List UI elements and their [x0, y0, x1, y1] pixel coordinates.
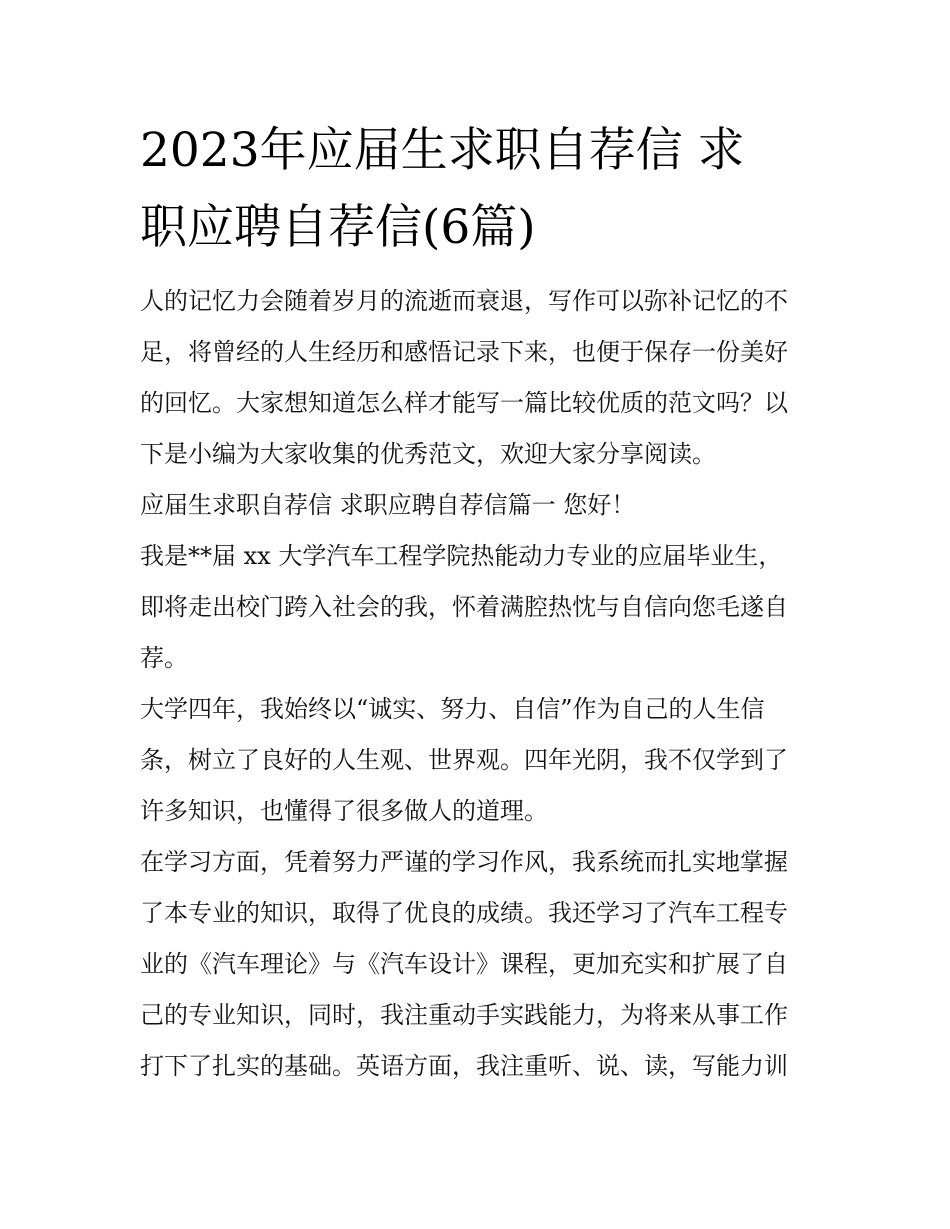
text-line: 荐。 [140, 644, 188, 672]
text-line: 在学习方面，凭着努力严谨的学习作风，我系统而扎实地掌握 [140, 848, 788, 876]
text-line: 大学四年，我始终以“诚实、努力、自信”作为自己的人生信 [140, 695, 765, 723]
paragraph-university [140, 684, 820, 837]
text-line: 即将走出校门跨入社会的我，怀着满腔热忱与自信向您毛遂自 [140, 593, 788, 621]
paragraph-self-intro [140, 531, 820, 684]
document-title [140, 112, 830, 266]
title-line-1: 2023年应届生求职自荐信 求 [140, 123, 745, 178]
text-line: 的回忆。大家想知道怎么样才能写一篇比较优质的范文吗？以 [140, 389, 788, 417]
title-line-2: 职应聘自荐信(6篇) [140, 200, 536, 255]
text-line: 打下了扎实的基础。英语方面，我注重听、说、读，写能力训 [140, 1052, 788, 1080]
text-line: 我是**届 xx 大学汽车工程学院热能动力专业的应届毕业生， [140, 542, 783, 570]
text-line: 己的专业知识，同时，我注重动手实践能力，为将来从事工作 [140, 1001, 788, 1029]
paragraph-heading [140, 480, 820, 531]
document-body [140, 276, 820, 1092]
text-line: 人的记忆力会随着岁月的流逝而衰退，写作可以弥补记忆的不 [140, 287, 788, 315]
paragraph-intro [140, 276, 820, 480]
text-line: 下是小编为大家收集的优秀范文，欢迎大家分享阅读。 [140, 440, 716, 468]
text-line: 条，树立了良好的人生观、世界观。四年光阴，我不仅学到了 [140, 746, 788, 774]
text-line: 业的《汽车理论》与《汽车设计》课程，更加充实和扩展了自 [140, 950, 788, 978]
paragraph-study [140, 837, 820, 1092]
text-line: 应届生求职自荐信 求职应聘自荐信篇一 您好！ [140, 491, 636, 519]
text-line: 足，将曾经的人生经历和感悟记录下来，也便于保存一份美好 [140, 338, 788, 366]
text-line: 了本专业的知识，取得了优良的成绩。我还学习了汽车工程专 [140, 899, 788, 927]
text-line: 许多知识，也懂得了很多做人的道理。 [140, 797, 548, 825]
